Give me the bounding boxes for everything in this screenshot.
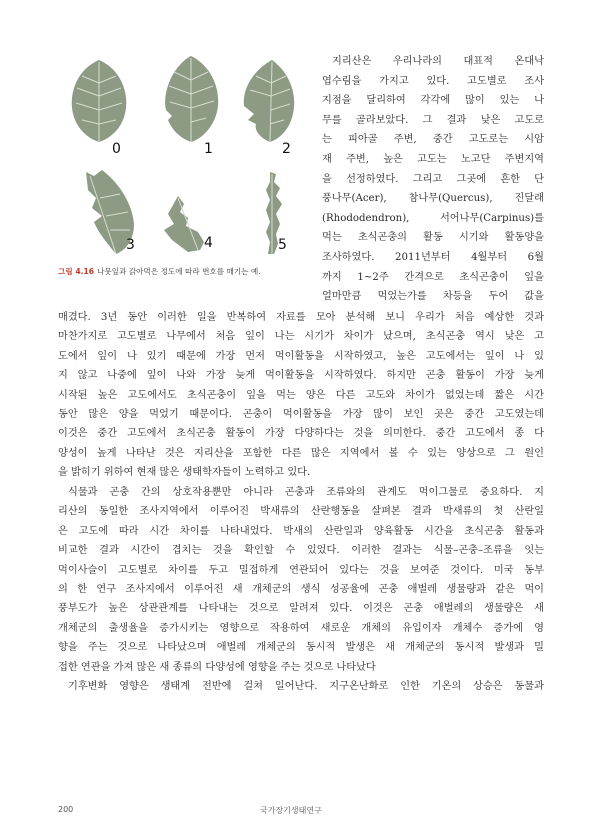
text-line: 기후변화 영향은 생태계 전반에 걸쳐 일어난다. 지구온난화로 인한 기온의 상승은 동물과 xyxy=(68,681,544,692)
text-line: 접한 연관을 가져 많은 새 종류의 다양성에 영향을 주는 것으로 나타났다 xyxy=(58,661,376,673)
text-line: 먹이사슬이 고도별로 차이를 두고 밀접하게 연관되어 있다는 것을 보여준 것이다. 미국 동부 xyxy=(58,564,544,576)
text-line: 시작된 높은 고도에서도 초식곤충이 잎을 먹는 양은 다른 고도와 차이가 없었는데 짧은 시간 xyxy=(58,389,544,401)
leaf-4-label: 4 xyxy=(204,235,213,251)
text-line: 마찬가지로 고도별로 나무에서 처음 잎이 나는 시기가 차이가 났으며, 초식곤충 역시 낮은 고 xyxy=(58,331,544,343)
leaf-3-label: 3 xyxy=(126,237,135,253)
text-line: 얼마만큼 먹었는가를 차등을 두어 값을 xyxy=(322,291,544,303)
figure-caption-label: 그림 4.16 xyxy=(58,267,95,276)
text-line: 을 밝히기 위하여 현재 많은 생태학자들이 노력하고 있다. xyxy=(58,467,311,479)
text-line: 도에서 잎이 나 있기 때문에 가장 먼저 먹이활동을 시작하였고, 높은 고도에서는 잎이 나 있 xyxy=(58,350,544,362)
text-line: (Rhododendron), 서어나무(Carpinus)를 xyxy=(322,212,544,224)
text-line: 향을 주는 것으로 나타났으며 애벌레 개체군의 동시적 발생은 새 개체군의 동시적 발생과 밀 xyxy=(58,642,544,654)
text-line: 풍나무(Acer), 참나무(Quercus), 진달래 xyxy=(322,193,544,205)
figure-caption-text: 나뭇잎과 갉아먹은 정도에 따라 번호를 매기는 예. xyxy=(97,267,261,276)
text-line: 매겼다. 3년 동안 이러한 일을 반복하여 자료를 모아 분석해 보니 우리가 처음 예상한 것과 xyxy=(58,312,544,323)
text-line: 은 고도에 따라 시간 차이를 나타내었다. 박새의 산란일과 양육활동 시간을 초식곤충 활동과 xyxy=(58,525,544,537)
text-line: 지리산은 우리나라의 대표적 온대낙 xyxy=(332,56,544,67)
text-line: 이것은 중간 고도에서 초식곤충 활동이 가장 다양하다는 것을 의미한다. 중간 고도에서 종 다 xyxy=(58,428,544,440)
text-line: 리산의 동일한 조사지역에서 이루어진 박새류의 산란행동을 살펴본 결과 박새류의 첫 산란일 xyxy=(58,506,544,518)
text-line: 동안 많은 양을 먹었기 때문이다. 곤충이 먹이활동을 가장 많이 보인 곳은 중간 고도였는데 xyxy=(58,409,544,421)
text-line: 엽수림을 가지고 있다. 고도별로 조사 xyxy=(322,75,544,87)
text-line: 개체군의 출생율을 증가시키는 영향으로 작용하여 새로운 개체의 유입이자 개체수 증가에 영 xyxy=(58,622,544,634)
right-column-text xyxy=(322,52,544,307)
page-number: 200 xyxy=(58,805,74,814)
text-line: 양성이 높게 나타난 것은 지리산을 포함한 다른 많은 지역에서 볼 수 있는 양상으로 그 원인 xyxy=(58,447,544,459)
text-line: 을 선정하였다. 그리고 그곳에 흔한 단 xyxy=(322,173,544,185)
text-line: 먹는 초식곤충의 활동 시기와 활동양을 xyxy=(322,232,544,244)
text-line: 지점을 달리하여 각각에 많이 있는 나 xyxy=(322,95,544,107)
leaf-2-image xyxy=(236,58,302,144)
leaf-5-label: 5 xyxy=(278,237,287,253)
text-line: 까지 1~2주 간격으로 초식곤충이 잎을 xyxy=(322,271,544,283)
leaf-damage-figure xyxy=(58,52,313,270)
text-line: 비교한 결과 시간이 겹치는 것을 확인할 수 있었다. 이러한 결과는 식물–곤충–조류을 잇는 xyxy=(58,545,544,557)
paragraph-2 xyxy=(58,483,544,677)
text-line: 지 않고 나중에 잎이 나와 가장 늦게 먹이활동을 시작하였다. 하지만 곤충 활동이 가장 늦게 xyxy=(58,370,544,382)
leaf-2-label: 2 xyxy=(282,141,291,157)
text-line: 식물과 곤충 간의 상호작용뿐만 아니라 곤충과 조류와의 관계도 먹이그물로 중요하다. 지 xyxy=(68,487,544,498)
leaf-1-image xyxy=(158,54,224,144)
text-line: 무를 골라보았다. 그 결과 낮은 고도로 xyxy=(322,114,544,126)
book-title: 국가장기생태연구 xyxy=(260,806,322,815)
figure-caption xyxy=(58,266,318,277)
leaf-1-label: 1 xyxy=(204,141,213,157)
text-line: 의 한 연구 조사지에서 이루어진 새 개체군의 생식 성공율에 곤충 애벌레 생물량과 같은 먹이 xyxy=(58,584,544,596)
text-line: 풍부도가 높은 상관관계를 나타내는 것으로 알려져 있다. 이것은 곤충 애벌레의 생물량은 새 xyxy=(58,603,544,615)
leaf-5-image xyxy=(254,170,294,256)
paragraph-3 xyxy=(58,677,544,696)
text-line: 재 주변, 높은 고도는 노고단 주변지역 xyxy=(322,153,544,165)
leaf-0-label: 0 xyxy=(112,141,121,157)
leaf-0-image xyxy=(66,58,132,144)
text-line: 는 피아골 주변, 중간 고도로는 시암 xyxy=(322,134,544,146)
text-line: 조사하였다. 2011년부터 4월부터 6월 xyxy=(322,251,544,263)
paragraph-1 xyxy=(58,308,544,483)
